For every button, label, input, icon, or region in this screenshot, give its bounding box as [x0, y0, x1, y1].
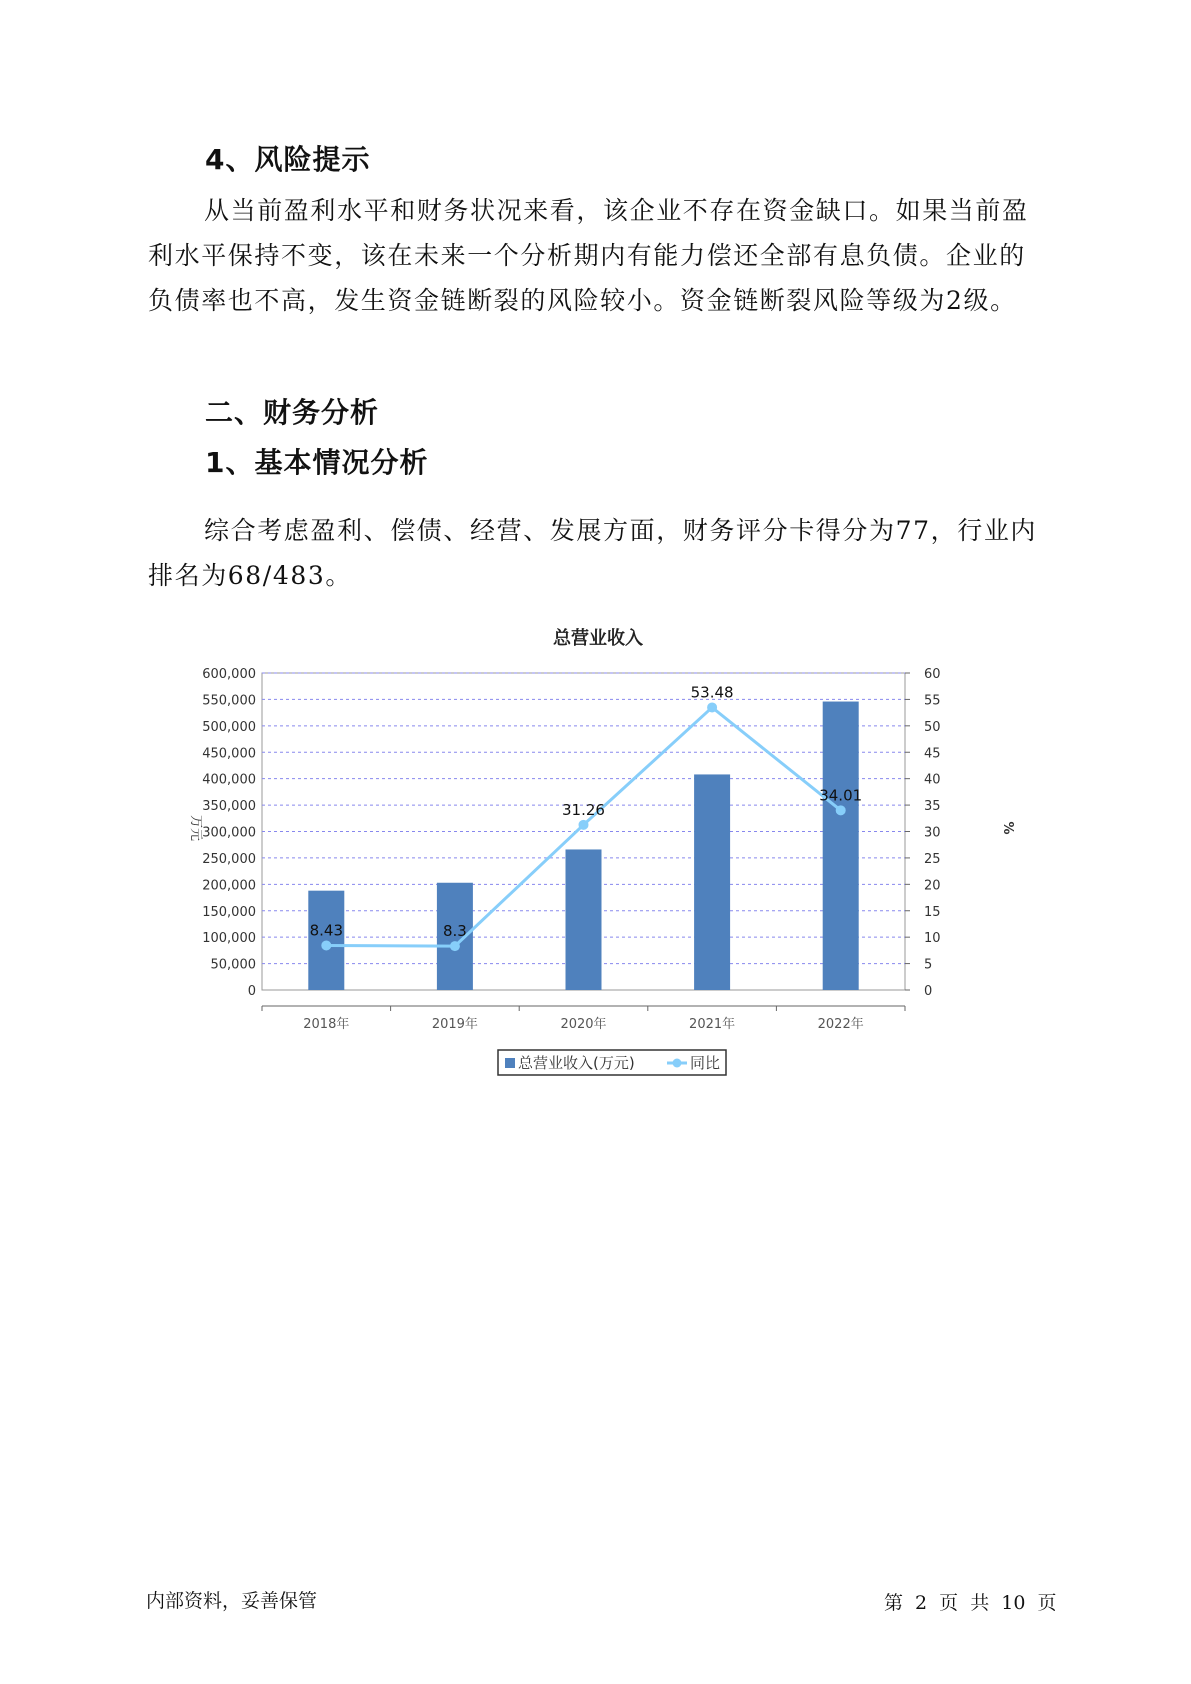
y2-tick-label: 55 — [924, 693, 941, 709]
y-tick-label: 300,000 — [202, 825, 256, 841]
x-tick-label: 2022年 — [817, 1017, 864, 1032]
y-tick-label: 150,000 — [202, 904, 256, 920]
y-tick-label: 400,000 — [202, 772, 256, 788]
y-tick-label: 100,000 — [202, 931, 256, 947]
y2-tick-label: 15 — [924, 904, 941, 920]
x-tick-label: 2020年 — [560, 1017, 607, 1032]
y-tick-label: 600,000 — [202, 667, 256, 682]
risk-paragraph: 从当前盈利水平和财务状况来看，该企业不存在资金缺口。如果当前盈利水平保持不变，该在未来一个分析期内有能力偿还全部有息负债。企业的负债率也不高，发生资金链断裂的风险较小。资金链断裂风险等级为2级。 — [148, 196, 1029, 315]
y2-tick-label: 20 — [924, 878, 941, 894]
y2-tick-label: 50 — [924, 719, 941, 735]
footer-confidential: 内部资料，妥善保管 — [146, 1590, 318, 1612]
yoy-point — [579, 820, 589, 830]
finance-heading: 二、财务分析 — [205, 396, 380, 429]
y2-tick-label: 45 — [924, 746, 941, 762]
y-axis-label: 万元 — [188, 814, 203, 842]
yoy-data-label: 8.43 — [309, 921, 344, 940]
risk-heading: 4、风险提示 — [205, 143, 371, 176]
y2-tick-label: 60 — [924, 667, 941, 682]
y-tick-label: 450,000 — [202, 746, 256, 762]
y2-tick-label: 30 — [924, 825, 941, 841]
y2-tick-label: 5 — [924, 957, 933, 973]
bar — [566, 849, 602, 990]
y2-tick-label: 10 — [924, 931, 941, 947]
basic-heading: 1、基本情况分析 — [205, 446, 429, 479]
y2-tick-label: 35 — [924, 799, 941, 815]
x-tick-label: 2019年 — [431, 1017, 478, 1032]
bar — [823, 702, 859, 990]
y2-tick-label: 40 — [924, 772, 941, 788]
y2-tick-label: 25 — [924, 851, 941, 867]
y-tick-label: 500,000 — [202, 719, 256, 735]
y-tick-label: 550,000 — [202, 693, 256, 709]
legend-bar-label: 总营业收入(万元) — [518, 1054, 635, 1072]
y2-axis-label: % — [1000, 821, 1015, 835]
basic-paragraph: 综合考虑盈利、偿债、经营、发展方面，财务评分卡得分为77，行业内排名为68/483。 — [148, 516, 1038, 590]
y-tick-label: 0 — [247, 984, 256, 999]
revenue-chart — [180, 618, 1015, 1078]
yoy-point — [450, 941, 460, 951]
yoy-data-label: 31.26 — [562, 800, 605, 819]
y-tick-label: 50,000 — [210, 957, 256, 973]
chart-title: 总营业收入 — [553, 628, 643, 649]
x-tick-label: 2018年 — [303, 1017, 350, 1032]
bar — [694, 774, 730, 990]
y-tick-label: 350,000 — [202, 799, 256, 815]
legend-line-marker — [673, 1059, 682, 1068]
y-tick-label: 200,000 — [202, 878, 256, 894]
legend-line-label: 同比 — [690, 1054, 721, 1072]
yoy-point — [836, 805, 846, 815]
y-tick-label: 250,000 — [202, 851, 256, 867]
yoy-data-label: 53.48 — [690, 683, 734, 702]
legend-bar-swatch — [505, 1058, 515, 1068]
bar — [308, 891, 344, 990]
yoy-data-label: 8.3 — [442, 922, 467, 941]
x-tick-label: 2021年 — [689, 1017, 736, 1032]
chart-legend — [498, 1050, 726, 1075]
yoy-point — [321, 940, 331, 950]
y2-tick-label: 0 — [924, 984, 933, 999]
yoy-data-label: 34.01 — [819, 786, 863, 805]
footer-page-number: 第 2 页 共 10 页 — [884, 1592, 1057, 1614]
yoy-point — [707, 702, 717, 712]
